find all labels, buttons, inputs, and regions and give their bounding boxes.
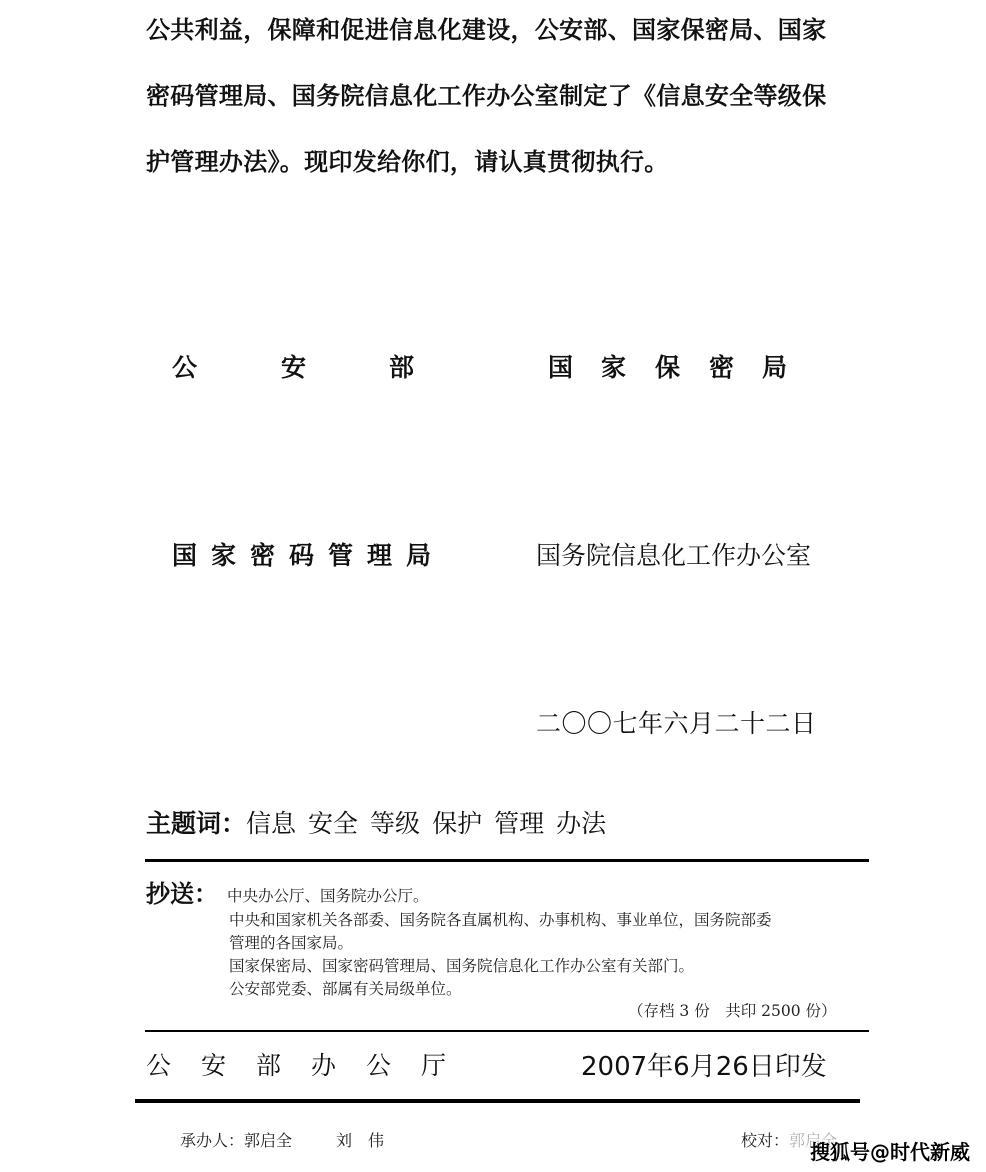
keywords-label: 主题词：: [146, 809, 247, 838]
signatory-char: 家: [601, 353, 627, 382]
signatory-char: 家: [211, 541, 237, 570]
cc-line-3: 管理的各国家局。: [229, 934, 354, 952]
body-text-line-3: 护管理办法》。现印发给你们，请认真贯彻执行。: [146, 148, 669, 176]
handler-info: [180, 1128, 384, 1151]
cc-line-1: 中央办公厅、国务院办公厅。: [227, 887, 429, 905]
signatory-state-secrecy-bureau: [548, 348, 787, 384]
signatory-char: 国: [548, 353, 574, 382]
cc-line-2: 中央和国家机关各部委、国务院各直属机构、办事机构、事业单位，国务院部委: [229, 911, 772, 929]
cc-label: 抄送：: [146, 880, 218, 908]
signatory-ministry-of-public-security: [172, 348, 414, 384]
handler-label: 承办人：: [180, 1131, 245, 1150]
body-text-line-2: 密码管理局、国务院信息化工作办公室制定了《信息安全等级保: [146, 82, 827, 110]
keyword: 办法: [556, 809, 607, 838]
issuer-char: 部: [256, 1051, 282, 1080]
signatory-char: 部: [389, 353, 415, 382]
divider-thick-bottom: [135, 1099, 860, 1103]
signatory-char: 密: [709, 353, 735, 382]
proofreader-label: 校对：: [741, 1131, 790, 1150]
handler-name-2: 刘 伟: [336, 1131, 385, 1150]
divider-thick-top: [145, 859, 869, 862]
keyword: 管理: [494, 809, 545, 838]
issuer-char: 安: [201, 1051, 227, 1080]
signatory-char: 局: [406, 541, 432, 570]
issuer-char: 公: [366, 1051, 392, 1080]
issuer-char: 公: [146, 1051, 172, 1080]
proofreader-name: 郭启全: [789, 1131, 838, 1150]
signatory-char: 国: [172, 541, 198, 570]
keyword: 等级: [370, 809, 421, 838]
signing-date: 二〇〇七年六月二十二日: [536, 709, 817, 738]
signatory-char: 安: [281, 353, 307, 382]
sohu-watermark: 搜狐号@时代新威: [810, 1140, 970, 1164]
signatory-char: 理: [367, 541, 393, 570]
signatory-char: 密: [250, 541, 276, 570]
subject-keywords: [146, 804, 618, 840]
signatory-char: 码: [289, 541, 315, 570]
keyword: 信息: [246, 809, 297, 838]
issuer-char: 厅: [421, 1051, 447, 1080]
signatory-state-cryptography-bureau: [172, 536, 431, 572]
signatory-char: 局: [762, 353, 788, 382]
copies-count: （存档 3 份 共印 2500 份）: [628, 1002, 837, 1020]
issuer-char: 办: [311, 1051, 337, 1080]
keyword: 保护: [432, 809, 483, 838]
handler-name-1: 郭启全: [244, 1131, 293, 1150]
cc-line-5: 公安部党委、部属有关局级单位。: [229, 980, 462, 998]
divider-thin: [145, 1030, 869, 1032]
body-text-line-1: 公共利益，保障和促进信息化建设，公安部、国家保密局、国家: [146, 16, 827, 44]
signatory-state-council-informatization-office: 国务院信息化工作办公室: [536, 541, 812, 570]
cc-line-4: 国家保密局、国家密码管理局、国务院信息化工作办公室有关部门。: [229, 957, 695, 975]
keyword: 安全: [308, 809, 359, 838]
signatory-char: 保: [655, 353, 681, 382]
signatory-char: 管: [328, 541, 354, 570]
issuing-office: [146, 1046, 476, 1082]
print-date: 2007年6月26日印发: [581, 1052, 827, 1082]
signatory-char: 公: [172, 353, 198, 382]
